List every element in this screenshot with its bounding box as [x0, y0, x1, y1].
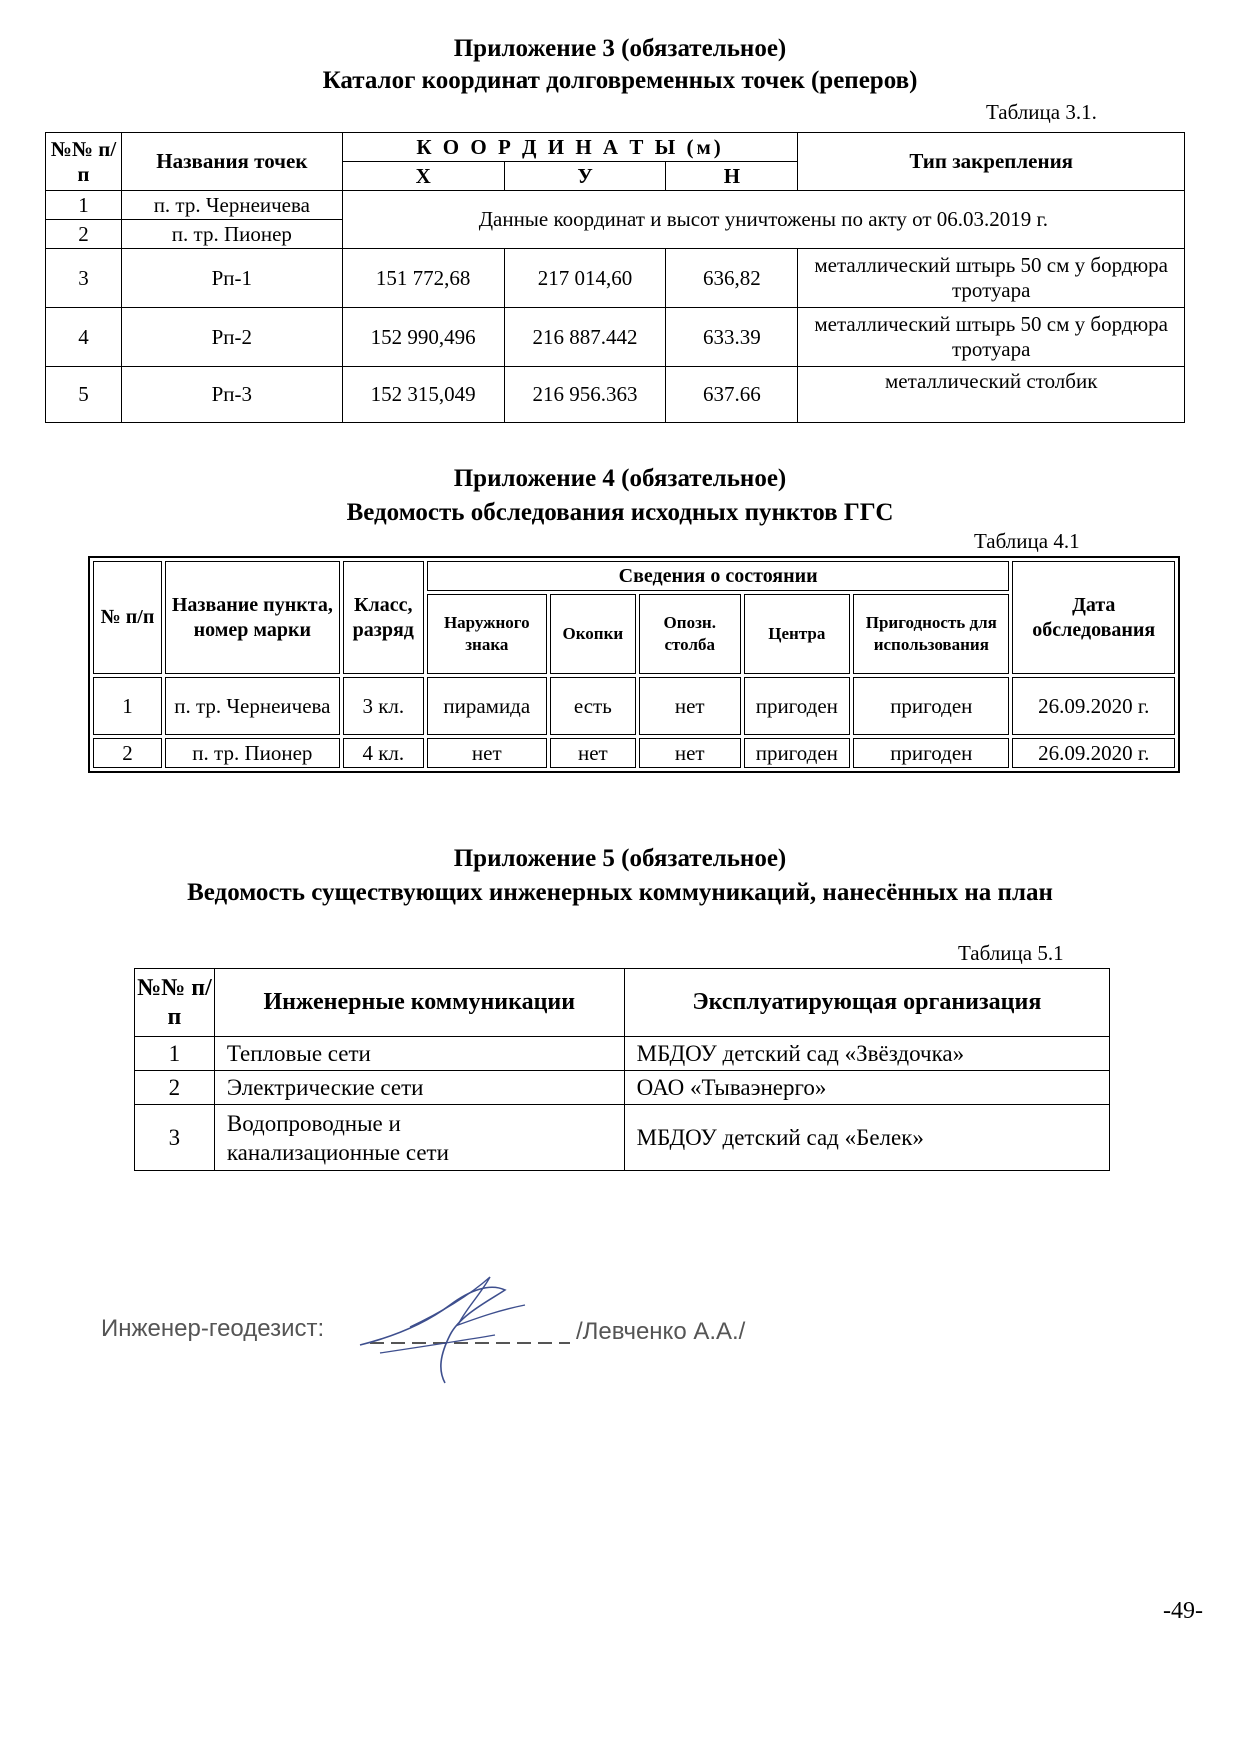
row-num: 2: [93, 738, 162, 768]
row-y: 216 956.363: [504, 367, 666, 423]
row-num: 3: [135, 1105, 215, 1171]
row-pillar: нет: [639, 677, 741, 735]
app4-table-label: Таблица 4.1: [974, 529, 1080, 553]
row-class: 3 кл.: [343, 677, 424, 735]
row-name: Рп-1: [121, 249, 342, 308]
row-x: 152 315,049: [342, 367, 504, 423]
header-h: Н: [666, 162, 798, 191]
row-organization: МБДОУ детский сад «Белек»: [624, 1105, 1109, 1171]
row-center: пригоден: [744, 738, 851, 768]
table-row: [46, 308, 1185, 367]
table-row: [46, 249, 1185, 308]
row-y: 217 014,60: [504, 249, 666, 308]
row-communications: Водопроводные и канализационные сети: [214, 1105, 624, 1171]
app3-table-label: Таблица 3.1.: [986, 100, 1097, 124]
header-trench: Окопки: [550, 594, 636, 674]
row-communications: Электрические сети: [214, 1071, 624, 1105]
row-pillar: нет: [639, 738, 741, 768]
destroyed-note: Данные координат и высот уничтожены по акту от 06.03.2019 г.: [342, 191, 1184, 249]
header-outer-sign: Наружного знака: [427, 594, 547, 674]
row-communications: Тепловые сети: [214, 1037, 624, 1071]
header-class: Класс, разряд: [343, 561, 424, 674]
table-row: [46, 191, 1185, 220]
row-num: 1: [135, 1037, 215, 1071]
row-outer-sign: пирамида: [427, 677, 547, 735]
row-h: 637.66: [666, 367, 798, 423]
row-name: Рп-3: [121, 367, 342, 423]
header-x: Х: [342, 162, 504, 191]
header-y: У: [504, 162, 666, 191]
row-h: 636,82: [666, 249, 798, 308]
header-center: Центра: [744, 594, 851, 674]
row-organization: МБДОУ детский сад «Звёздочка»: [624, 1037, 1109, 1071]
row-date: 26.09.2020 г.: [1012, 677, 1175, 735]
header-point-name: Названия точек: [121, 133, 342, 191]
app3-subtitle: Каталог координат долговременных точек (реперов): [322, 67, 918, 94]
header-num: №№ п/п: [46, 133, 122, 191]
row-type: металлический штырь 50 см у бордюра тротуара: [798, 249, 1185, 308]
page-number: -49-: [1163, 1598, 1203, 1624]
table-row: [46, 367, 1185, 423]
communications-table: [134, 968, 1110, 1171]
row-trench: есть: [550, 677, 636, 735]
row-x: 152 990,496: [342, 308, 504, 367]
table-row: [93, 677, 1175, 735]
handwritten-signature: [340, 1265, 590, 1395]
row-num: 2: [46, 220, 122, 249]
row-name: п. тр. Пионер: [165, 738, 340, 768]
app4-subtitle: Ведомость обследования исходных пунктов ГГС: [346, 499, 894, 526]
header-fitness: Пригодность для использования: [853, 594, 1009, 674]
header-num: № п/п: [93, 561, 162, 674]
app3-title: Приложение 3 (обязательное): [453, 35, 787, 62]
header-pillar: Опозн. столба: [639, 594, 741, 674]
row-center: пригоден: [744, 677, 851, 735]
app5-subtitle: Ведомость существующих инженерных коммуникаций, нанесённых на план: [187, 879, 1053, 906]
row-name: п. тр. Пионер: [121, 220, 342, 249]
header-organization: Эксплуатирующая организация: [624, 969, 1109, 1037]
row-num: 2: [135, 1071, 215, 1105]
row-num: 3: [46, 249, 122, 308]
header-communications: Инженерные коммуникации: [214, 969, 624, 1037]
row-y: 216 887.442: [504, 308, 666, 367]
row-class: 4 кл.: [343, 738, 424, 768]
row-num: 1: [46, 191, 122, 220]
table-row: [135, 1105, 1110, 1171]
row-fitness: пригоден: [853, 738, 1009, 768]
ggs-survey-table: [88, 556, 1180, 773]
app5-table-label: Таблица 5.1: [958, 941, 1064, 965]
header-num: №№ п/п: [135, 969, 215, 1037]
row-num: 1: [93, 677, 162, 735]
row-trench: нет: [550, 738, 636, 768]
row-num: 5: [46, 367, 122, 423]
header-point-name: Название пункта, номер марки: [165, 561, 340, 674]
row-organization: ОАО «Тываэнерго»: [624, 1071, 1109, 1105]
row-name: п. тр. Чернеичева: [121, 191, 342, 220]
row-type: металлический штырь 50 см у бордюра тротуара: [798, 308, 1185, 367]
app4-title: Приложение 4 (обязательное): [453, 465, 787, 492]
signature-name: /Левченко А.А./: [576, 1318, 746, 1345]
row-num: 4: [46, 308, 122, 367]
signature-role: Инженер-геодезист:: [101, 1315, 325, 1342]
row-name: п. тр. Чернеичева: [165, 677, 340, 735]
coordinates-table: [45, 132, 1185, 423]
table-row: [135, 1071, 1110, 1105]
header-fixing-type: Тип закрепления: [798, 133, 1185, 191]
row-x: 151 772,68: [342, 249, 504, 308]
header-state: Сведения о состоянии: [427, 561, 1010, 591]
row-name: Рп-2: [121, 308, 342, 367]
header-date: Дата обследования: [1012, 561, 1175, 674]
row-fitness: пригоден: [853, 677, 1009, 735]
row-h: 633.39: [666, 308, 798, 367]
header-coordinates: К О О Р Д И Н А Т Ы (м): [342, 133, 798, 162]
row-outer-sign: нет: [427, 738, 547, 768]
row-date: 26.09.2020 г.: [1012, 738, 1175, 768]
app5-title: Приложение 5 (обязательное): [453, 845, 787, 872]
row-type: металлический столбик: [798, 367, 1185, 423]
table-row: [93, 738, 1175, 768]
table-row: [135, 1037, 1110, 1071]
